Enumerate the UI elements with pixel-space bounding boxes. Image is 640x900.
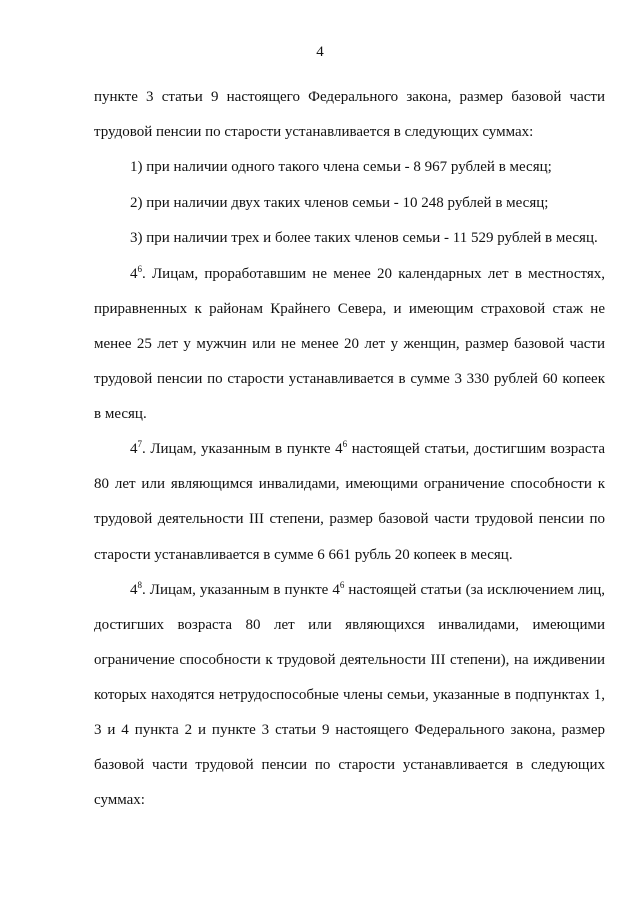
text-line-16: достигших возраста 80 лет или являющихся инвалидами, имеющими: [94, 617, 605, 633]
text-line-18: которых находятся нетрудоспособные члены семьи, указанные в подпунктах 1,: [94, 687, 605, 703]
clause-text-a: . Лицам, указанным в пункте 4: [142, 441, 343, 457]
clause-4-8-line-1: [130, 580, 605, 600]
clause-number: 4: [130, 266, 138, 282]
text-line-20: базовой части трудовой пенсии по старости устанавливается в следующих: [94, 757, 605, 773]
text-line-7: приравненных к районам Крайнего Севера, и имеющим страховой стаж не: [94, 301, 605, 317]
text-line-21: суммах:: [94, 792, 145, 808]
clause-4-7-line-1: [130, 439, 605, 459]
clause-number: 4: [130, 441, 138, 457]
text-line-13: трудовой деятельности III степени, размер базовой части трудовой пенсии по: [94, 511, 605, 527]
text-line-14: старости устанавливается в сумме 6 661 рубль 20 копеек в месяц.: [94, 547, 513, 563]
page-number: 4: [316, 44, 324, 60]
text-line-1: пункте 3 статьи 9 настоящего Федерального закона, размер базовой части: [94, 89, 605, 105]
clause-superscript: 6: [137, 264, 142, 274]
reference-superscript: 6: [342, 439, 348, 449]
clause-text-a: . Лицам, указанным в пункте 4: [142, 582, 340, 598]
clause-superscript: 7: [137, 439, 142, 449]
text-line-8: менее 25 лет у мужчин или не менее 20 лет у женщин, размер базовой части: [94, 336, 605, 352]
text-line-9: трудовой пенсии по старости устанавливается в сумме 3 330 рублей 60 копеек: [94, 371, 605, 387]
text-line-10: в месяц.: [94, 406, 147, 422]
list-item-3: 3) при наличии трех и более таких членов семьи - 11 529 рублей в месяц.: [130, 230, 598, 246]
list-item-2: 2) при наличии двух таких членов семьи - 10 248 рублей в месяц;: [130, 195, 549, 211]
reference-superscript: 6: [339, 580, 345, 590]
clause-4-6-line-1: [130, 264, 605, 284]
text-line-2: трудовой пенсии по старости устанавливается в следующих суммах:: [94, 124, 534, 140]
text-line-17: ограничение способности к трудовой деятельности III степени), на иждивении: [94, 652, 605, 668]
clause-text: . Лицам, проработавшим не менее 20 календарных лет в местностях,: [142, 266, 605, 282]
clause-superscript: 8: [137, 580, 142, 590]
clause-text-b: настоящей статьи (за исключением лиц,: [344, 582, 605, 598]
text-line-19: 3 и 4 пункта 2 и пункте 3 статьи 9 настоящего Федерального закона, размер: [94, 722, 605, 738]
list-item-1: 1) при наличии одного такого члена семьи - 8 967 рублей в месяц;: [130, 159, 552, 175]
text-line-12: 80 лет или являющимся инвалидами, имеющими ограничение способности к: [94, 476, 605, 492]
clause-number: 4: [130, 582, 138, 598]
clause-text-b: настоящей статьи, достигшим возраста: [347, 441, 605, 457]
